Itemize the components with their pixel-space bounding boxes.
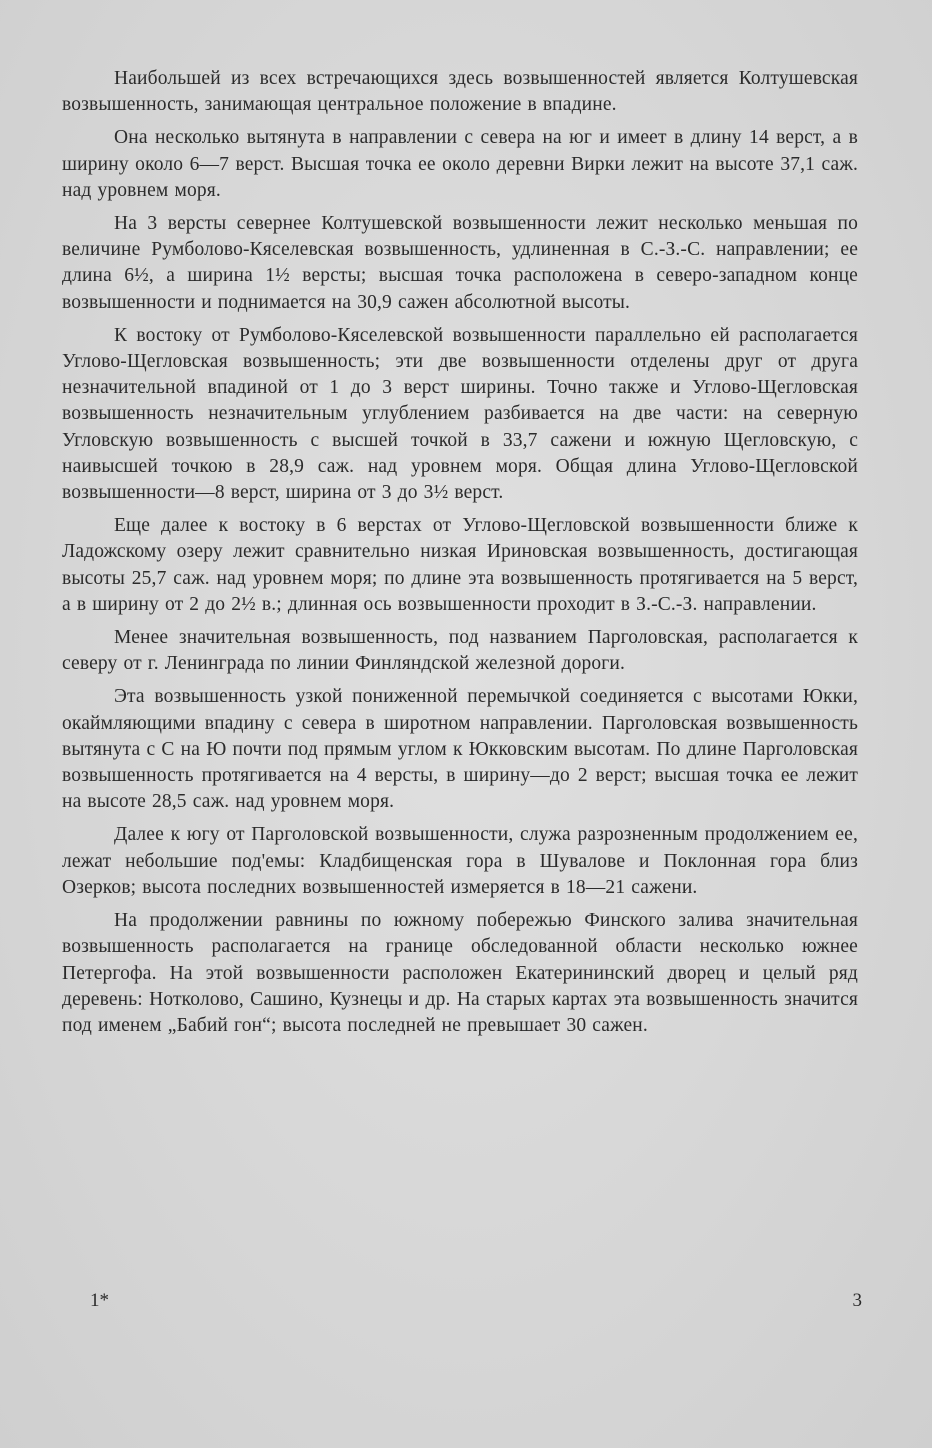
paragraph-3: На 3 версты севернее Колтушевской возвышенности лежит несколько меньшая по величине Румболово-Кяселевская возвышенность, удлиненная в С.-З.-С. направлении; ее длина 6½, а ширина 1½ версты; высшая точка расположена в северо-западном конце возвышенности и поднимается на 30,9 сажен абсолютной высоты. xyxy=(62,213,858,313)
paragraph-2: Она несколько вытянута в направлении с севера на юг и имеет в длину 14 верст, а в ширину около 6—7 верст. Высшая точка ее около деревни Вирки лежит на высоте 37,1 саж. над уровнем моря. xyxy=(62,127,858,201)
paragraph-1: Наибольшей из всех встречающихся здесь возвышенностей является Колтушевская возвышенность, занимающая центральное положение в впадине. xyxy=(62,68,858,116)
signature-mark: 1* xyxy=(90,1290,109,1311)
page-footer xyxy=(90,1290,862,1320)
paragraph-8: Далее к югу от Парголовской возвышенности, служа разрозненным продолжением ее, лежат небольшие под'емы: Кладбищенская гора в Шувалове и Поклонная гора близ Озерков; высота последних возвышенностей измеряется в 18—21 сажени. xyxy=(62,824,858,898)
body-text xyxy=(62,66,858,1046)
paragraph-6: Менее значительная возвышенность, под названием Парголовская, располагается к северу от г. Ленинграда по линии Финляндской железной дороги. xyxy=(62,627,858,675)
paragraph-7: Эта возвышенность узкой пониженной перемычкой соединяется с высотами Юкки, окаймляющими впадину с севера в широтном направлении. Парголовская возвышенность вытянута с С на Ю почти под прямым углом к Юкковским высотам. По длине Парголовская возвышенность протягивается на 4 версты, в ширину—до 2 верст; высшая точка ее лежит на высоте 28,5 саж. над уровнем моря. xyxy=(62,686,858,813)
paragraph-4: К востоку от Румболово-Кяселевской возвышенности параллельно ей располагается Углово-Щегловская возвышенность; эти две возвышенности отделены друг от друга незначительной впадиной от 1 до 3 верст ширины. Точно также и Углово-Щегловская возвышенность незначительным углублением разбивается на две части: на северную Угловскую возвышенность с высшей точкой в 33,7 сажени и южную Щегловскую, с наивысшей точкою в 28,9 саж. над уровнем моря. Общая длина Углово-Щегловской возвышенности—8 верст, ширина от 3 до 3½ верст. xyxy=(62,324,858,504)
paragraph-9: На продолжении равнины по южному побережью Финского залива значительная возвышенность располагается на границе обследованной области несколько южнее Петергофа. На этой возвышенности расположен Екатерининский дворец и целый ряд деревень: Нотколово, Сашино, Кузнецы и др. На старых картах эта возвышенность значится под именем „Бабий гон“; высота последней не превышает 30 сажен. xyxy=(62,910,858,1036)
page-number: 3 xyxy=(852,1290,862,1311)
paragraph-5: Еще далее к востоку в 6 верстах от Углово-Щегловской возвышенности ближе к Ладожскому озеру лежит сравнительно низкая Ириновская возвышенность, достигающая высоты 25,7 саж. над уровнем моря; по длине эта возвышенность протягивается на 5 верст, а в ширину от 2 до 2½ в.; длинная ось возвышенности проходит в З.-С.-З. направлении. xyxy=(62,515,858,615)
